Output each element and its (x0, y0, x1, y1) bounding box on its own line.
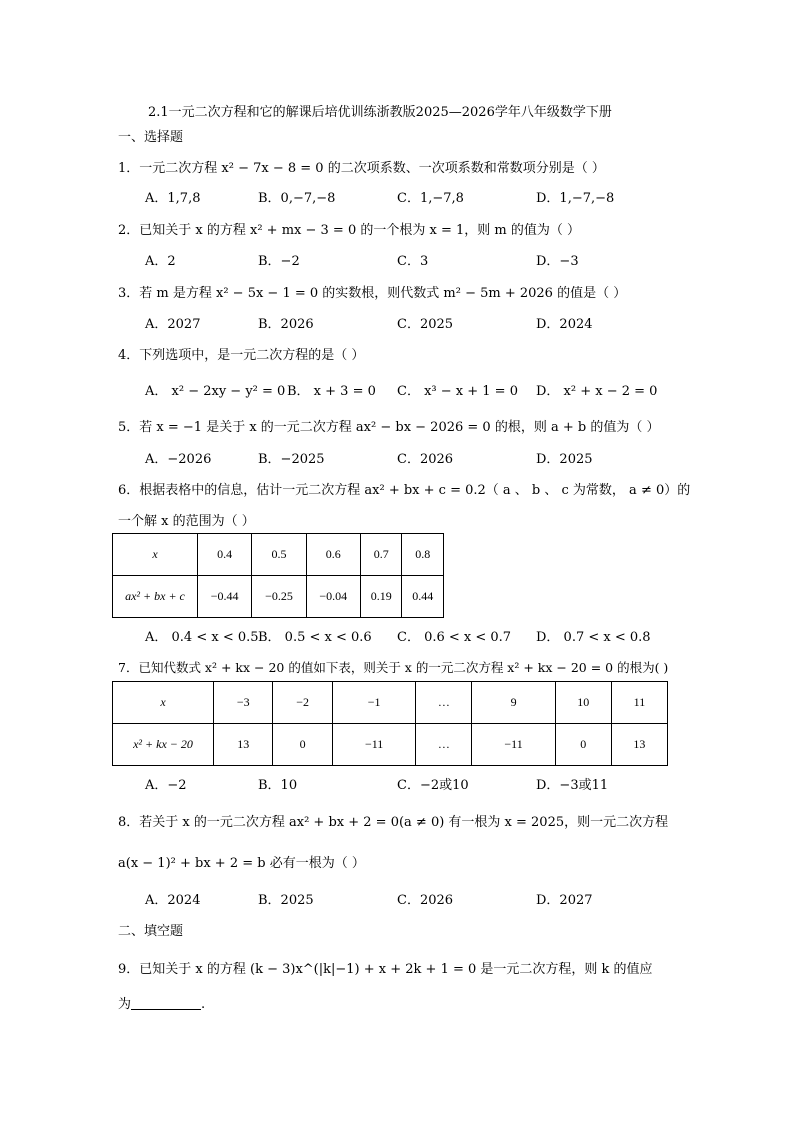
question-5-stem: 5．若 x = −1 是关于 x 的一元二次方程 ax² − bx − 2026 = 0 的根，则 a + b 的值为（ ） (118, 420, 660, 435)
q8-option-b: B．2025 (258, 893, 314, 908)
table-cell: ax² + bx + c (113, 576, 198, 618)
table-cell: 0.7 (360, 534, 402, 576)
q6-option-c: C． 0.6 < x < 0.7 (397, 630, 512, 645)
q4-option-d: D． x² + x − 2 = 0 (536, 384, 658, 399)
question-9-answer-line (118, 993, 205, 1012)
table-cell: 0 (555, 724, 611, 766)
q4-option-a: A． x² − 2xy − y² = 0 (145, 384, 286, 399)
question-6-stem: 6．根据表格中的信息，估计一元二次方程 ax² + bx + c = 0.2（ a 、 b 、 c 为常数， a ≠ 0）的 (118, 483, 691, 498)
q3-option-a: A．2027 (145, 317, 201, 332)
table-cell: x (113, 682, 214, 724)
question-8-stem: 8．若关于 x 的一元二次方程 ax² + bx + 2 = 0(a ≠ 0) 有一根为 x = 2025，则一元二次方程 (118, 815, 669, 830)
table-cell: −11 (472, 724, 555, 766)
table-cell: −0.04 (306, 576, 360, 618)
question-9-period: . (201, 997, 206, 1012)
q1-option-b: B．0,−7,−8 (258, 191, 336, 206)
table-cell: 0 (273, 724, 332, 766)
q1-option-d: D．1,−7,−8 (536, 191, 615, 206)
q3-option-c: C．2025 (397, 317, 454, 332)
section-heading-choice: 一、选择题 (118, 130, 184, 145)
table-cell: x² + kx − 20 (113, 724, 214, 766)
q8-option-c: C．2026 (397, 893, 454, 908)
question-9-stem: 9．已知关于 x 的方程 (k − 3)x^(|k|−1) + x + 2k + 1 = 0 是一元二次方程，则 k 的值应 (118, 962, 653, 977)
question-1-stem: 1．一元二次方程 x² − 7x − 8 = 0 的二次项系数、一次项系数和常数项分别是（ ） (118, 161, 605, 176)
question-2-stem: 2．已知关于 x 的方程 x² + mx − 3 = 0 的一个根为 x = 1，则 m 的值为（ ） (118, 223, 580, 238)
answer-blank[interactable] (131, 997, 201, 1010)
q7-option-d: D．−3或11 (536, 778, 609, 793)
table-cell: 0.6 (306, 534, 360, 576)
q3-option-b: B．2026 (258, 317, 314, 332)
section-heading-fill-blank: 二、填空题 (118, 924, 184, 939)
q2-option-c: C．3 (397, 254, 429, 269)
q1-option-a: A．1,7,8 (145, 191, 201, 206)
q2-option-b: B．−2 (258, 254, 300, 269)
q8-option-d: D．2027 (536, 893, 593, 908)
table-cell: 0.44 (402, 576, 444, 618)
table-cell: 13 (611, 724, 667, 766)
table-cell: 11 (611, 682, 667, 724)
q5-option-d: D．2025 (536, 452, 593, 467)
table-cell: 0.4 (198, 534, 252, 576)
q7-value-table (112, 681, 668, 766)
table-cell: 0.8 (402, 534, 444, 576)
q7-option-c: C．−2或10 (397, 778, 469, 793)
table-cell: −3 (214, 682, 273, 724)
table-cell: −0.44 (198, 576, 252, 618)
q6-value-table (112, 533, 444, 618)
table-cell: 0.5 (252, 534, 306, 576)
q8-option-a: A．2024 (145, 893, 201, 908)
table-cell: 10 (555, 682, 611, 724)
q2-option-a: A．2 (145, 254, 176, 269)
q4-option-c: C． x³ − x + 1 = 0 (397, 384, 518, 399)
table-cell: 9 (472, 682, 555, 724)
table-cell: −11 (332, 724, 415, 766)
table-cell: … (416, 724, 472, 766)
q5-option-c: C．2026 (397, 452, 454, 467)
question-9-stem-cont: 为 (118, 997, 132, 1012)
question-7-stem: 7．已知代数式 x² + kx − 20 的值如下表，则关于 x 的一元二次方程 x² + kx − 20 = 0 的根为( ) (118, 660, 669, 675)
q6-option-d: D． 0.7 < x < 0.8 (536, 630, 651, 645)
table-cell: −0.25 (252, 576, 306, 618)
q5-option-b: B．−2025 (258, 452, 325, 467)
table-cell: … (416, 682, 472, 724)
q6-option-a: A． 0.4 < x < 0.5 (145, 630, 259, 645)
q5-option-a: A．−2026 (145, 452, 212, 467)
q6-option-b: B． 0.5 < x < 0.6 (258, 630, 372, 645)
table-cell: 0.19 (360, 576, 402, 618)
table-cell: 13 (214, 724, 273, 766)
question-4-stem: 4．下列选项中，是一元二次方程的是（ ） (118, 348, 365, 363)
q7-option-b: B．10 (258, 778, 298, 793)
table-cell: −2 (273, 682, 332, 724)
document-title: 2.1一元二次方程和它的解课后培优训练浙教版2025—2026学年八年级数学下册 (148, 105, 612, 120)
q7-option-a: A．−2 (145, 778, 187, 793)
q2-option-d: D．−3 (536, 254, 579, 269)
q1-option-c: C．1,−7,8 (397, 191, 464, 206)
question-3-stem: 3．若 m 是方程 x² − 5x − 1 = 0 的实数根，则代数式 m² − 5m + 2026 的值是（ ） (118, 286, 627, 301)
table-cell: −1 (332, 682, 415, 724)
table-cell: x (113, 534, 198, 576)
q4-option-b: B． x + 3 = 0 (287, 384, 376, 399)
question-6-stem-cont: 一个解 x 的范围为（ ） (118, 514, 255, 529)
q3-option-d: D．2024 (536, 317, 593, 332)
question-8-stem-cont: a(x − 1)² + bx + 2 = b 必有一根为（ ） (118, 856, 365, 871)
